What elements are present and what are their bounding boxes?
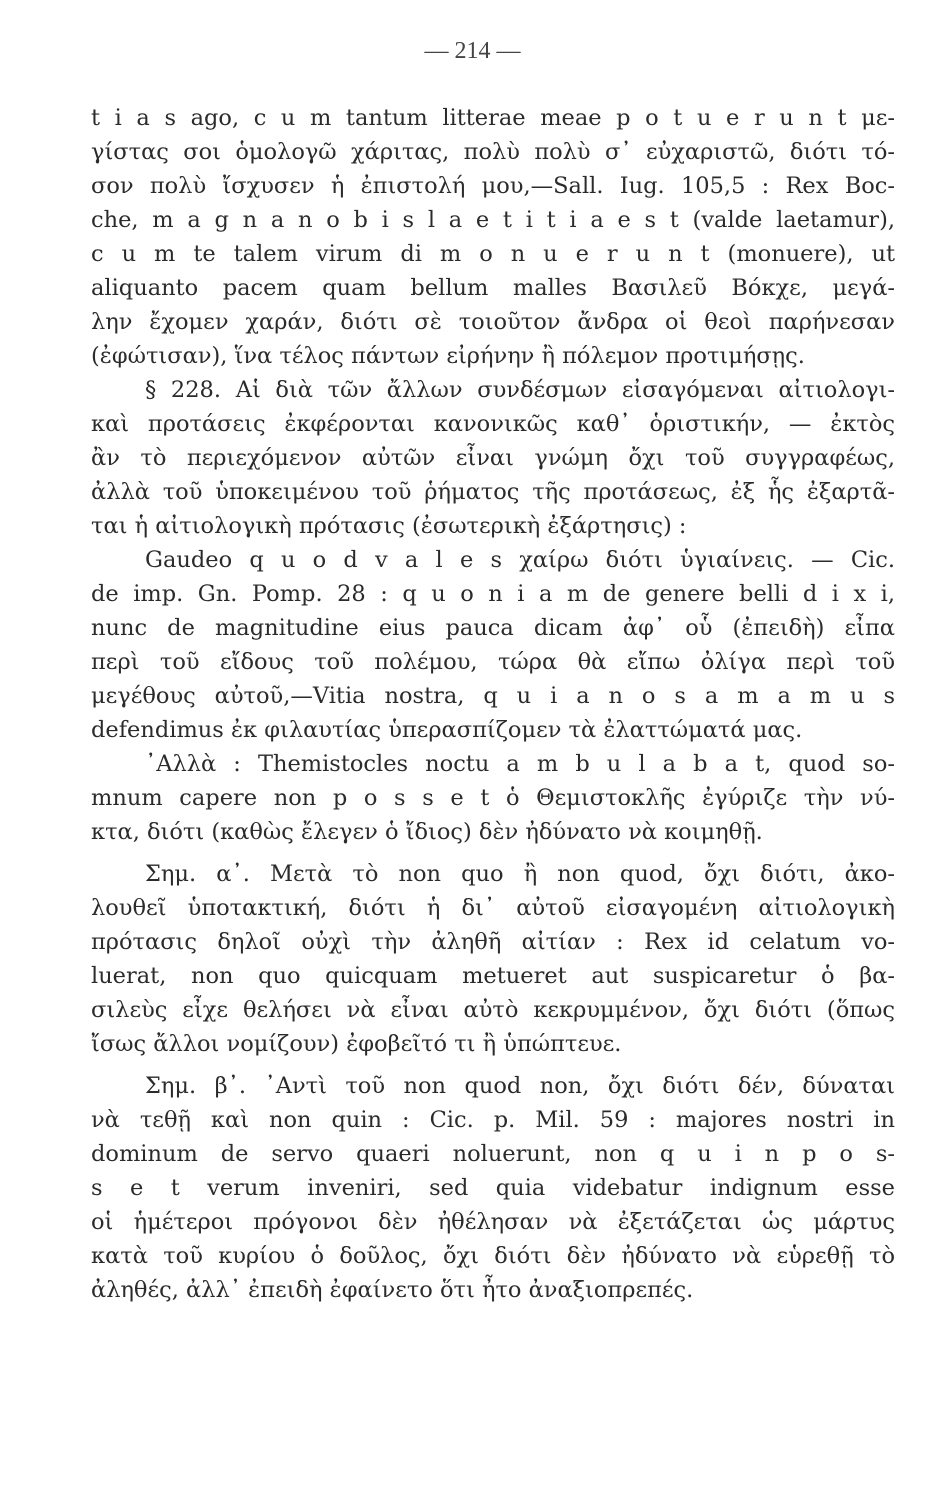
text-line: c u m te talem virum di m o n u e r u n t (monuere), ut — [91, 241, 895, 267]
text-line: nunc de magnitudine eius pauca dicam ἀφ᾽ οὗ (ἐπειδὴ) εἶπα — [91, 615, 895, 641]
text-line: περὶ τοῦ εἴδους τοῦ πολέμου, τώρα θὰ εἴπω ὀλίγα περὶ τοῦ — [91, 649, 895, 675]
text-line: t i a s ago, c u m tantum litterae meae p o t u e r u n t με- — [91, 105, 895, 131]
text-line: ἀληθές, ἀλλ᾽ ἐπειδὴ ἐφαίνετο ὅτι ἦτο ἀναξιοπρεπές. — [91, 1277, 694, 1303]
text-line: κατὰ τοῦ κυρίου ὁ δοῦλος, ὄχι διότι δὲν ἠδύνατο νὰ εὑρεθῇ τὸ — [91, 1243, 895, 1269]
text-line: λην ἔχομεν χαράν, διότι σὲ τοιοῦτον ἄνδρα οἱ θεοὶ παρήνεσαν — [91, 309, 895, 335]
text-line: s e t verum inveniri, sed quia videbatur indignum esse — [91, 1175, 895, 1201]
text-line: luerat, non quo quicquam metueret aut suspicaretur ὁ βα- — [91, 963, 895, 989]
example-line: Gaudeo q u o d v a l e s χαίρω διότι ὑγιαίνεις. — Cic. — [145, 547, 895, 573]
text-line: νὰ τεθῇ καὶ non quin : Cic. p. Mil. 59 : majores nostri in — [91, 1107, 895, 1133]
text-line: σιλεὺς εἶχε θελήσει νὰ εἶναι αὐτὸ κεκρυμμένον, ὄχι διότι (ὅπως — [91, 997, 895, 1023]
text-line: dominum de servo quaeri noluerunt, non q u i n p o s- — [91, 1141, 895, 1167]
text-line: ἀλλὰ τοῦ ὑποκειμένου τοῦ ῥήματος τῆς προτάσεως, ἐξ ἧς ἐξαρτᾶ- — [91, 479, 895, 505]
text-line: σον πολὺ ἴσχυσεν ἡ ἐπιστολή μου,—Sall. Iug. 105,5 : Rex Boc- — [91, 173, 895, 199]
note-line: Σημ. β᾽. ᾽Αντὶ τοῦ non quod non, ὄχι διότι δέν, δύναται — [145, 1073, 895, 1099]
example-line: ᾽Αλλὰ : Themistocles noctu a m b u l a b a t, quod so- — [145, 751, 895, 777]
text-line: καὶ προτάσεις ἐκφέρονται κανονικῶς καθ᾽ ὁριστικήν, — ἐκτὸς — [91, 411, 895, 437]
text-line: de imp. Gn. Pomp. 28 : q u o n i a m de genere belli d i x i, — [91, 581, 895, 607]
text-line: aliquanto pacem quam bellum malles Βασιλεῦ Βόκχε, μεγά- — [91, 275, 895, 301]
text-line: ἴσως ἄλλοι νομίζουν) ἐφοβεῖτό τι ἢ ὑπώπτευε. — [91, 1031, 622, 1057]
text-line: οἱ ἡμέτεροι πρόγονοι δὲν ἠθέλησαν νὰ ἐξετάζεται ὡς μάρτυς — [91, 1209, 895, 1235]
text-line: μεγέθους αὐτοῦ,—Vitia nostra, q u i a n o s a m a m u s — [91, 683, 895, 709]
text-line: λουθεῖ ὑποτακτική, διότι ἡ δι᾽ αὐτοῦ εἰσαγομένη αἰτιολογικὴ — [91, 895, 895, 921]
text-line: (ἐφώτισαν), ἵνα τέλος πάντων εἰρήνην ἢ πόλεμον προτιμήσῃς. — [91, 343, 805, 369]
text-line: che, m a g n a n o b i s l a e t i t i a e s t (valde laetamur), — [91, 207, 895, 233]
note-line: Σημ. α᾽. Μετὰ τὸ non quo ἢ non quod, ὄχι διότι, ἀκο- — [145, 861, 895, 887]
text-line: mnum capere non p o s s e t ὁ Θεμιστοκλῆς ἐγύριζε τὴν νύ- — [91, 785, 895, 811]
page-number: — 214 — — [424, 38, 521, 64]
text-line: πρότασις δηλοῖ οὐχὶ τὴν ἀληθῆ αἰτίαν : Rex id celatum vo- — [91, 929, 895, 955]
section-heading-line: § 228. Αἱ διὰ τῶν ἄλλων συνδέσμων εἰσαγόμεναι αἰτιολογι- — [145, 377, 895, 403]
text-line: κτα, διότι (καθὼς ἔλεγεν ὁ ἴδιος) δὲν ἠδύνατο νὰ κοιμηθῇ. — [91, 819, 763, 845]
text-line: ται ἡ αἰτιολογικὴ πρότασις (ἐσωτερικὴ ἐξάρτησις) : — [91, 513, 687, 539]
text-line: defendimus ἐκ φιλαυτίας ὑπερασπίζομεν τὰ ἐλαττώματά μας. — [91, 717, 803, 743]
text-line: ἂν τὸ περιεχόμενον αὐτῶν εἶναι γνώμη ὄχι τοῦ συγγραφέως, — [91, 445, 895, 471]
text-line: γίστας σοι ὁμολογῶ χάριτας, πολὺ πολὺ σ᾽ εὐχαριστῶ, διότι τό- — [91, 139, 895, 165]
